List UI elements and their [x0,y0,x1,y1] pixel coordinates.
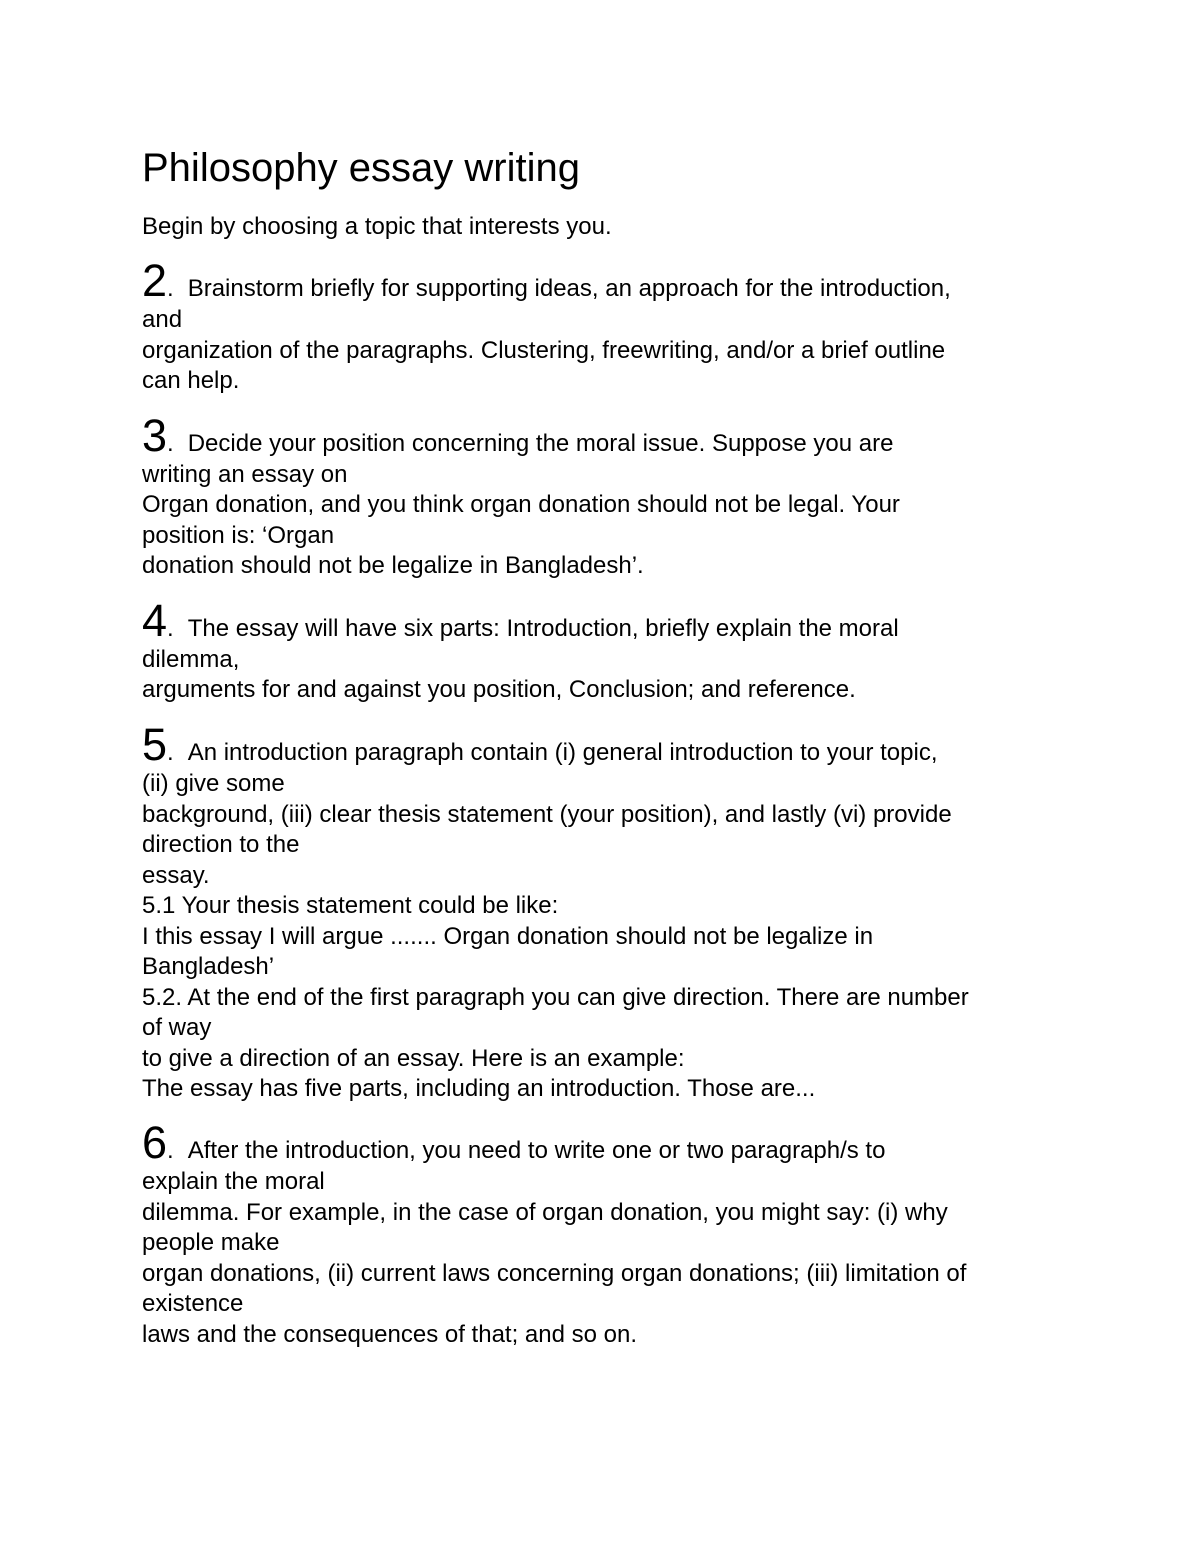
item-4-line: arguments for and against you position, Conclusion; and reference. [142,676,856,703]
item-5-line: of way [142,1014,212,1041]
item-5-line: Bangladesh’ [142,953,275,980]
item-number: 3 [142,410,168,461]
item-5-line: 5.2. At the end of the first paragraph you can give direction. There are number [142,984,969,1011]
item-heading-text: After the introduction, you need to write one or two paragraph/s to [187,1137,886,1164]
item-3-line: Organ donation, and you think organ donation should not be legal. Your [142,491,900,518]
item-6-heading [142,1118,885,1168]
page-title: Philosophy essay writing [142,146,580,190]
item-heading-text: Brainstorm briefly for supporting ideas, an approach for the introduction, [187,275,951,302]
item-5-line: I this essay I will argue ....... Organ donation should not be legalize in [142,923,874,950]
item-4-heading [142,596,899,646]
item-heading-text: Decide your position concerning the moral issue. Suppose you are [187,430,894,457]
item-6-line: existence [142,1290,244,1317]
item-5-line: to give a direction of an essay. Here is an example: [142,1045,685,1072]
item-2-line: and [142,306,183,333]
item-number-dot: . [167,1137,174,1164]
item-number: 2 [142,255,168,306]
item-5-line: direction to the [142,831,300,858]
item-6-line: dilemma. For example, in the case of organ donation, you might say: (i) why [142,1199,948,1226]
item-2-heading [142,256,951,306]
item-5-line: The essay has five parts, including an introduction. Those are... [142,1075,816,1102]
item-4-line: dilemma, [142,646,240,673]
item-number-dot: . [167,615,174,642]
item-5-line: 5.1 Your thesis statement could be like: [142,892,559,919]
item-number-dot: . [167,739,174,766]
intro-line: Begin by choosing a topic that interests you. [142,213,612,240]
item-2-line: can help. [142,367,240,394]
item-3-line: position is: ‘Organ [142,522,335,549]
item-3-line: writing an essay on [142,461,348,488]
item-6-line: organ donations, (ii) current laws concerning organ donations; (iii) limitation of [142,1260,967,1287]
item-3-line: donation should not be legalize in Bangladesh’. [142,552,644,579]
item-3-heading [142,411,893,461]
item-number-dot: . [167,430,174,457]
item-number: 6 [142,1117,168,1168]
item-heading-text: The essay will have six parts: Introduction, briefly explain the moral [187,615,899,642]
item-5-line: essay. [142,862,210,889]
item-number-dot: . [167,275,174,302]
item-5-line: (ii) give some [142,770,285,797]
item-number: 4 [142,595,168,646]
item-heading-text: An introduction paragraph contain (i) general introduction to your topic, [187,739,938,766]
item-5-line: background, (iii) clear thesis statement (your position), and lastly (vi) provide [142,801,952,828]
item-6-line: people make [142,1229,280,1256]
item-5-heading [142,720,937,770]
item-2-line: organization of the paragraphs. Clustering, freewriting, and/or a brief outline [142,337,946,364]
item-6-line: laws and the consequences of that; and so on. [142,1321,638,1348]
item-6-line: explain the moral [142,1168,325,1195]
item-number: 5 [142,719,168,770]
